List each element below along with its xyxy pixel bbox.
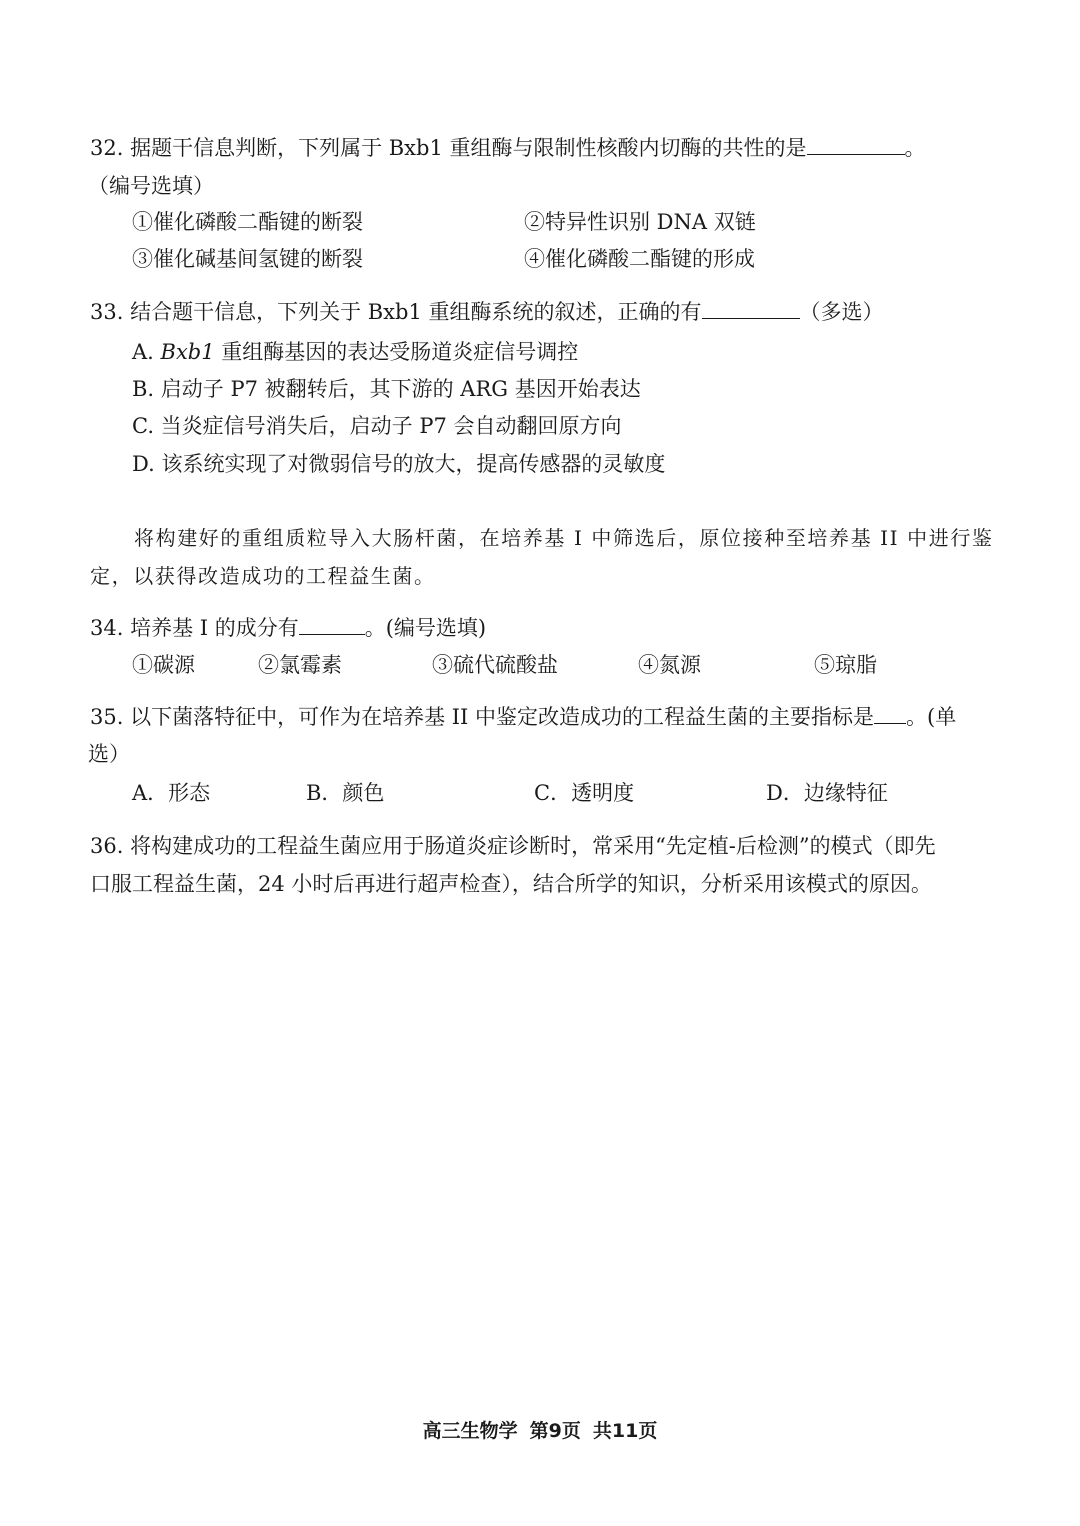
q32-option-3: ③催化碱基间氢键的断裂 <box>132 247 363 271</box>
q33-option-a <box>132 338 578 366</box>
q33-option-c: C. 当炎症信号消失后，启动子 P7 会自动翻回原方向 <box>132 414 622 438</box>
q33-stem-end: （多选） <box>799 300 884 324</box>
q32-note: （编号选填） <box>88 174 214 198</box>
q35-answer-blank[interactable] <box>874 703 906 724</box>
page-footer <box>0 1416 1080 1443</box>
q33-option-a-prefix: A. <box>132 340 161 364</box>
q33-stem-text: 33. 结合题干信息，下列关于 Bxb1 重组酶系统的叙述，正确的有 <box>90 300 702 324</box>
q34-option-2: ②氯霉素 <box>258 653 342 677</box>
q34-option-5: ⑤琼脂 <box>814 653 877 677</box>
q33-answer-blank[interactable] <box>702 298 800 319</box>
q34-option-4: ④氮源 <box>638 653 701 677</box>
q33-option-b: B. 启动子 P7 被翻转后，其下游的 ARG 基因开始表达 <box>132 377 641 401</box>
q34-stem <box>90 614 486 642</box>
q32-option-2: ②特异性识别 DNA 双链 <box>524 210 756 234</box>
q35-stem-text: 35. 以下菌落特征中，可作为在培养基 II 中鉴定改造成功的工程益生菌的主要指标是 <box>90 705 875 729</box>
q32-answer-blank[interactable] <box>807 134 905 155</box>
q35-option-b: B．颜色 <box>306 781 385 805</box>
q35-stem-end: 。(单 <box>906 705 957 729</box>
q34-stem-text: 34. 培养基 I 的成分有 <box>90 616 299 640</box>
q34-option-3: ③硫代硫酸盐 <box>432 653 558 677</box>
q32-stem <box>90 134 926 162</box>
q32-option-4: ④催化磷酸二酯键的形成 <box>524 247 755 271</box>
q35-stem-line-2: 选） <box>88 742 130 766</box>
q36-line-1: 36. 将构建成功的工程益生菌应用于肠道炎症诊断时，常采用“先定植-后检测”的模式（即先 <box>90 834 936 858</box>
q32-stem-end: 。 <box>904 136 926 160</box>
q35-stem <box>90 703 956 731</box>
passage-line-1: 将构建好的重组质粒导入大肠杆菌，在培养基 I 中筛选后，原位接种至培养基 II 中进行鉴 <box>134 526 994 550</box>
q33-option-d: D. 该系统实现了对微弱信号的放大，提高传感器的灵敏度 <box>132 452 666 476</box>
q34-option-1: ①碳源 <box>132 653 195 677</box>
q33-stem <box>90 298 884 326</box>
q36-line-2: 口服工程益生菌，24 小时后再进行超声检查），结合所学的知识，分析采用该模式的原因。 <box>90 872 932 896</box>
q33-option-a-text: 重组酶基因的表达受肠道炎症信号调控 <box>214 340 579 364</box>
q34-stem-end: 。(编号选填) <box>364 616 487 640</box>
q32-option-1: ①催化磷酸二酯键的断裂 <box>132 210 363 234</box>
passage-line-2: 定，以获得改造成功的工程益生菌。 <box>90 564 436 588</box>
q35-option-d: D．边缘特征 <box>766 781 888 805</box>
q33-option-a-gene: Bxb1 <box>160 340 215 364</box>
footer-page-number: 第9页 <box>529 1420 581 1442</box>
footer-total-pages: 共11页 <box>592 1420 658 1442</box>
q32-stem-text: 32. 据题干信息判断，下列属于 Bxb1 重组酶与限制性核酸内切酶的共性的是 <box>90 136 807 160</box>
footer-subject: 高三生物学 <box>422 1420 518 1442</box>
q35-option-c: C．透明度 <box>534 781 635 805</box>
q35-option-a: A．形态 <box>132 781 211 805</box>
q34-answer-blank[interactable] <box>299 614 365 635</box>
